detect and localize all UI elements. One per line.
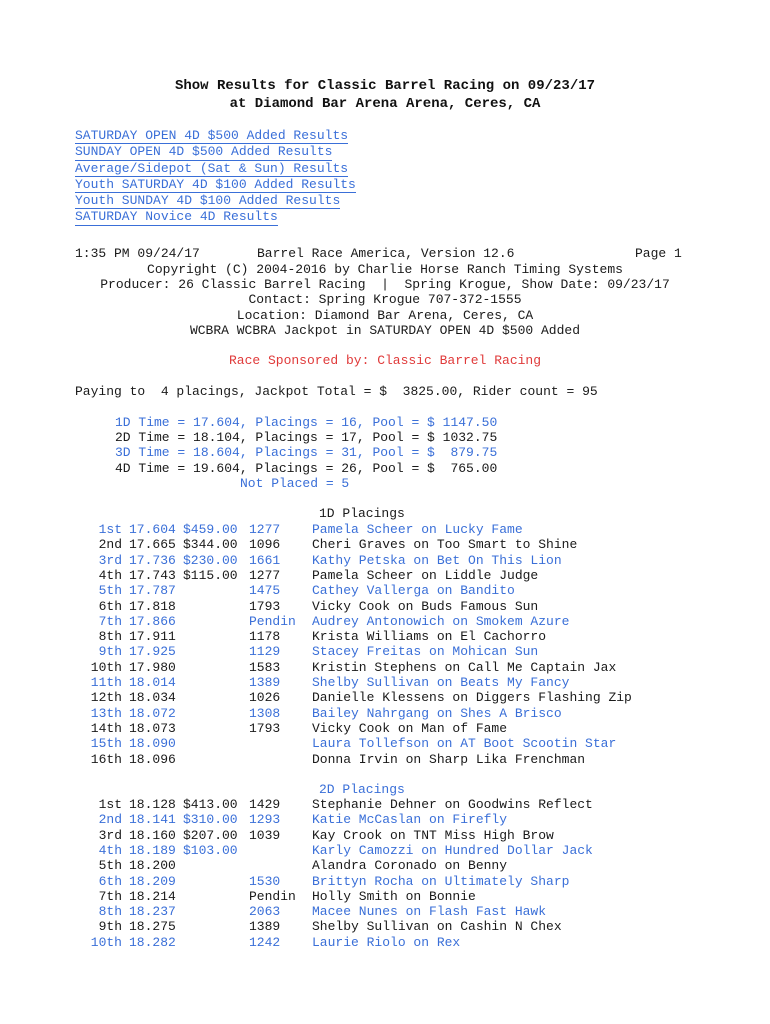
- back-number-cell: 1793: [249, 720, 281, 736]
- event-line: WCBRA WCBRA Jackpot in SATURDAY OPEN 4D $500 Added: [189, 323, 581, 338]
- sponsor-line: Race Sponsored by: Classic Barrel Racing: [228, 353, 542, 368]
- money-cell: $413.00: [183, 797, 238, 812]
- rider-horse-cell: Macee Nunes on Flash Fast Hawk: [312, 904, 547, 920]
- placing-cell: 12th: [90, 690, 122, 706]
- back-number-cell: 1277: [249, 522, 281, 537]
- rider-horse-cell: Vicky Cook on Man of Fame: [312, 720, 508, 736]
- placing-cell: 4th: [98, 842, 122, 858]
- rider-horse-cell: Laura Tollefson on AT Boot Scootin Star: [312, 736, 617, 752]
- back-number-cell: 1429: [249, 797, 281, 812]
- placing-cell: 2nd: [98, 812, 122, 828]
- time-cell: 18.072: [129, 705, 176, 721]
- back-number-cell: 1661: [249, 552, 281, 568]
- time-cell: 18.200: [129, 858, 176, 874]
- placing-cell: 9th: [98, 644, 122, 660]
- link-average-sidepot[interactable]: Average/Sidepot (Sat & Sun) Results: [75, 160, 349, 176]
- time-cell: 18.275: [129, 919, 176, 935]
- table-row: [0, 843, 770, 858]
- time-cell: 18.189: [129, 842, 176, 858]
- placings-1d-heading: 1D Placings: [319, 506, 405, 521]
- rider-horse-cell: Holly Smith on Bonnie: [312, 888, 476, 904]
- back-number-cell: Pendin: [249, 613, 296, 629]
- money-cell: $230.00: [183, 552, 238, 568]
- rider-horse-cell: Danielle Klessens on Diggers Flashing Zip: [312, 690, 632, 706]
- time-cell: 18.209: [129, 873, 176, 889]
- placing-cell: 7th: [98, 613, 122, 629]
- back-number-cell: 1293: [249, 812, 281, 828]
- money-cell: $459.00: [183, 522, 238, 537]
- table-row: [0, 935, 770, 950]
- money-cell: $344.00: [183, 537, 238, 553]
- table-row: [0, 706, 770, 721]
- placing-cell: 10th: [90, 659, 122, 675]
- table-row: [0, 889, 770, 904]
- division-2d: 2D Time = 18.104, Placings = 17, Pool = $ 1032.75: [115, 430, 498, 445]
- rider-horse-cell: Karly Camozzi on Hundred Dollar Jack: [312, 842, 593, 858]
- back-number-cell: 1039: [249, 827, 281, 843]
- placing-cell: 14th: [90, 720, 122, 736]
- table-row: [0, 874, 770, 889]
- rider-horse-cell: Donna Irvin on Sharp Lika Frenchman: [312, 751, 586, 767]
- rider-horse-cell: Katie McCaslan on Firefly: [312, 812, 508, 828]
- placing-cell: 3rd: [98, 827, 122, 843]
- placing-cell: 4th: [98, 567, 122, 583]
- back-number-cell: 2063: [249, 904, 281, 920]
- rider-horse-cell: Audrey Antonowich on Smokem Azure: [312, 613, 570, 629]
- table-row: [0, 752, 770, 767]
- rider-horse-cell: Cathey Vallerga on Bandito: [312, 583, 515, 599]
- rider-horse-cell: Kathy Petska on Bet On This Lion: [312, 552, 562, 568]
- time-cell: 18.128: [129, 797, 176, 812]
- rider-horse-cell: Pamela Scheer on Liddle Judge: [312, 567, 539, 583]
- report-software: Barrel Race America, Version 12.6: [257, 246, 515, 261]
- time-cell: 18.073: [129, 720, 176, 736]
- back-number-cell: 1178: [249, 629, 281, 645]
- table-row: [0, 675, 770, 690]
- money-cell: $310.00: [183, 812, 238, 828]
- back-number-cell: 1096: [249, 537, 281, 553]
- link-saturday-open[interactable]: SATURDAY OPEN 4D $500 Added Results: [75, 128, 349, 143]
- time-cell: 18.214: [129, 888, 176, 904]
- placing-cell: 3rd: [98, 552, 122, 568]
- back-number-cell: 1793: [249, 598, 281, 614]
- time-cell: 18.282: [129, 934, 176, 950]
- link-sunday-open[interactable]: SUNDAY OPEN 4D $500 Added Results: [75, 144, 333, 160]
- placing-cell: 2nd: [98, 537, 122, 553]
- back-number-cell: 1129: [249, 644, 281, 660]
- time-cell: 17.736: [129, 552, 176, 568]
- back-number-cell: 1277: [249, 567, 281, 583]
- table-row: [0, 721, 770, 736]
- time-cell: 17.787: [129, 583, 176, 599]
- table-row: [0, 644, 770, 659]
- table-row: [0, 736, 770, 751]
- placings-2d-heading: 2D Placings: [319, 782, 405, 797]
- page-subtitle: at Diamond Bar Arena Arena, Ceres, CA: [229, 96, 541, 112]
- table-row: [0, 904, 770, 919]
- table-row: [0, 919, 770, 934]
- link-saturday-novice[interactable]: SATURDAY Novice 4D Results: [75, 209, 278, 225]
- table-row: [0, 614, 770, 629]
- placing-cell: 1st: [98, 797, 122, 812]
- rider-horse-cell: Vicky Cook on Buds Famous Sun: [312, 598, 539, 614]
- time-cell: 17.665: [129, 537, 176, 553]
- money-cell: $103.00: [183, 842, 238, 858]
- table-row: [0, 522, 770, 537]
- rider-horse-cell: Shelby Sullivan on Cashin N Chex: [312, 919, 562, 935]
- link-youth-sunday[interactable]: Youth SUNDAY 4D $100 Added Results: [75, 193, 341, 209]
- time-cell: 17.604: [129, 522, 176, 537]
- table-row: [0, 583, 770, 598]
- rider-horse-cell: Shelby Sullivan on Beats My Fancy: [312, 675, 570, 690]
- placing-cell: 1st: [98, 522, 122, 537]
- table-row: [0, 629, 770, 644]
- division-3d: 3D Time = 18.604, Placings = 31, Pool = $ 879.75: [115, 445, 498, 460]
- rider-horse-cell: Krista Williams on El Cachorro: [312, 629, 547, 645]
- time-cell: 17.743: [129, 567, 176, 583]
- copyright-line: Copyright (C) 2004-2016 by Charlie Horse Ranch Timing Systems: [147, 262, 623, 277]
- back-number-cell: 1530: [249, 873, 281, 889]
- time-cell: 17.980: [129, 659, 176, 675]
- rider-horse-cell: Alandra Coronado on Benny: [312, 858, 508, 874]
- time-cell: 18.090: [129, 736, 176, 752]
- placing-cell: 7th: [98, 888, 122, 904]
- time-cell: 18.237: [129, 904, 176, 920]
- table-row: [0, 858, 770, 873]
- table-row: [0, 599, 770, 614]
- time-cell: 17.925: [129, 644, 176, 660]
- back-number-cell: 1026: [249, 690, 281, 706]
- table-row: [0, 812, 770, 827]
- back-number-cell: 1308: [249, 705, 281, 721]
- placing-cell: 9th: [98, 919, 122, 935]
- division-4d: 4D Time = 19.604, Placings = 26, Pool = $ 765.00: [115, 461, 498, 476]
- back-number-cell: 1389: [249, 919, 281, 935]
- location-line: Location: Diamond Bar Arena, Ceres, CA: [236, 308, 534, 323]
- table-row: [0, 660, 770, 675]
- link-youth-saturday[interactable]: Youth SATURDAY 4D $100 Added Results: [75, 176, 356, 192]
- back-number-cell: 1389: [249, 675, 281, 690]
- placing-cell: 6th: [98, 873, 122, 889]
- placing-cell: 10th: [90, 934, 122, 950]
- time-cell: 17.866: [129, 613, 176, 629]
- contact-line: Contact: Spring Krogue 707-372-1555: [248, 292, 522, 307]
- rider-horse-cell: Pamela Scheer on Lucky Fame: [312, 522, 523, 537]
- placing-cell: 5th: [98, 858, 122, 874]
- back-number-cell: 1475: [249, 583, 281, 599]
- rider-horse-cell: Stephanie Dehner on Goodwins Reflect: [312, 797, 593, 812]
- division-1d: 1D Time = 17.604, Placings = 16, Pool = $ 1147.50: [115, 415, 498, 430]
- placing-cell: 8th: [98, 629, 122, 645]
- rider-horse-cell: Bailey Nahrgang on Shes A Brisco: [312, 705, 562, 721]
- rider-horse-cell: Cheri Graves on Too Smart to Shine: [312, 537, 578, 553]
- table-row: [0, 537, 770, 552]
- table-row: [0, 690, 770, 705]
- rider-horse-cell: Stacey Freitas on Mohican Sun: [312, 644, 539, 660]
- placing-cell: 13th: [90, 705, 122, 721]
- back-number-cell: Pendin: [249, 888, 296, 904]
- rider-horse-cell: Kay Crook on TNT Miss High Brow: [312, 827, 554, 843]
- not-placed: Not Placed = 5: [240, 476, 350, 491]
- time-cell: 17.911: [129, 629, 176, 645]
- time-cell: 18.014: [129, 675, 176, 690]
- time-cell: 18.096: [129, 751, 176, 767]
- money-cell: $115.00: [183, 567, 238, 583]
- rider-horse-cell: Laurie Riolo on Rex: [312, 934, 461, 950]
- placing-cell: 8th: [98, 904, 122, 920]
- placing-cell: 16th: [90, 751, 122, 767]
- placing-cell: 15th: [90, 736, 122, 752]
- back-number-cell: 1242: [249, 934, 281, 950]
- time-cell: 18.034: [129, 690, 176, 706]
- time-cell: 18.141: [129, 812, 176, 828]
- paying-line: Paying to 4 placings, Jackpot Total = $ 3825.00, Rider count = 95: [75, 384, 598, 399]
- table-row: [0, 553, 770, 568]
- results-links: [75, 128, 356, 226]
- placing-cell: 5th: [98, 583, 122, 599]
- producer-line: Producer: 26 Classic Barrel Racing | Spring Krogue, Show Date: 09/23/17: [100, 277, 670, 292]
- money-cell: $207.00: [183, 827, 238, 843]
- back-number-cell: 1583: [249, 659, 281, 675]
- table-row: [0, 568, 770, 583]
- time-cell: 17.818: [129, 598, 176, 614]
- report-page: Page 1: [635, 246, 682, 261]
- placing-cell: 6th: [98, 598, 122, 614]
- rider-horse-cell: Brittyn Rocha on Ultimately Sharp: [312, 873, 570, 889]
- page-title: Show Results for Classic Barrel Racing on 09/23/17: [174, 78, 596, 94]
- placing-cell: 11th: [90, 675, 122, 690]
- rider-horse-cell: Kristin Stephens on Call Me Captain Jax: [312, 659, 617, 675]
- time-cell: 18.160: [129, 827, 176, 843]
- table-row: [0, 828, 770, 843]
- report-timestamp: 1:35 PM 09/24/17: [75, 246, 200, 261]
- table-row: [0, 797, 770, 812]
